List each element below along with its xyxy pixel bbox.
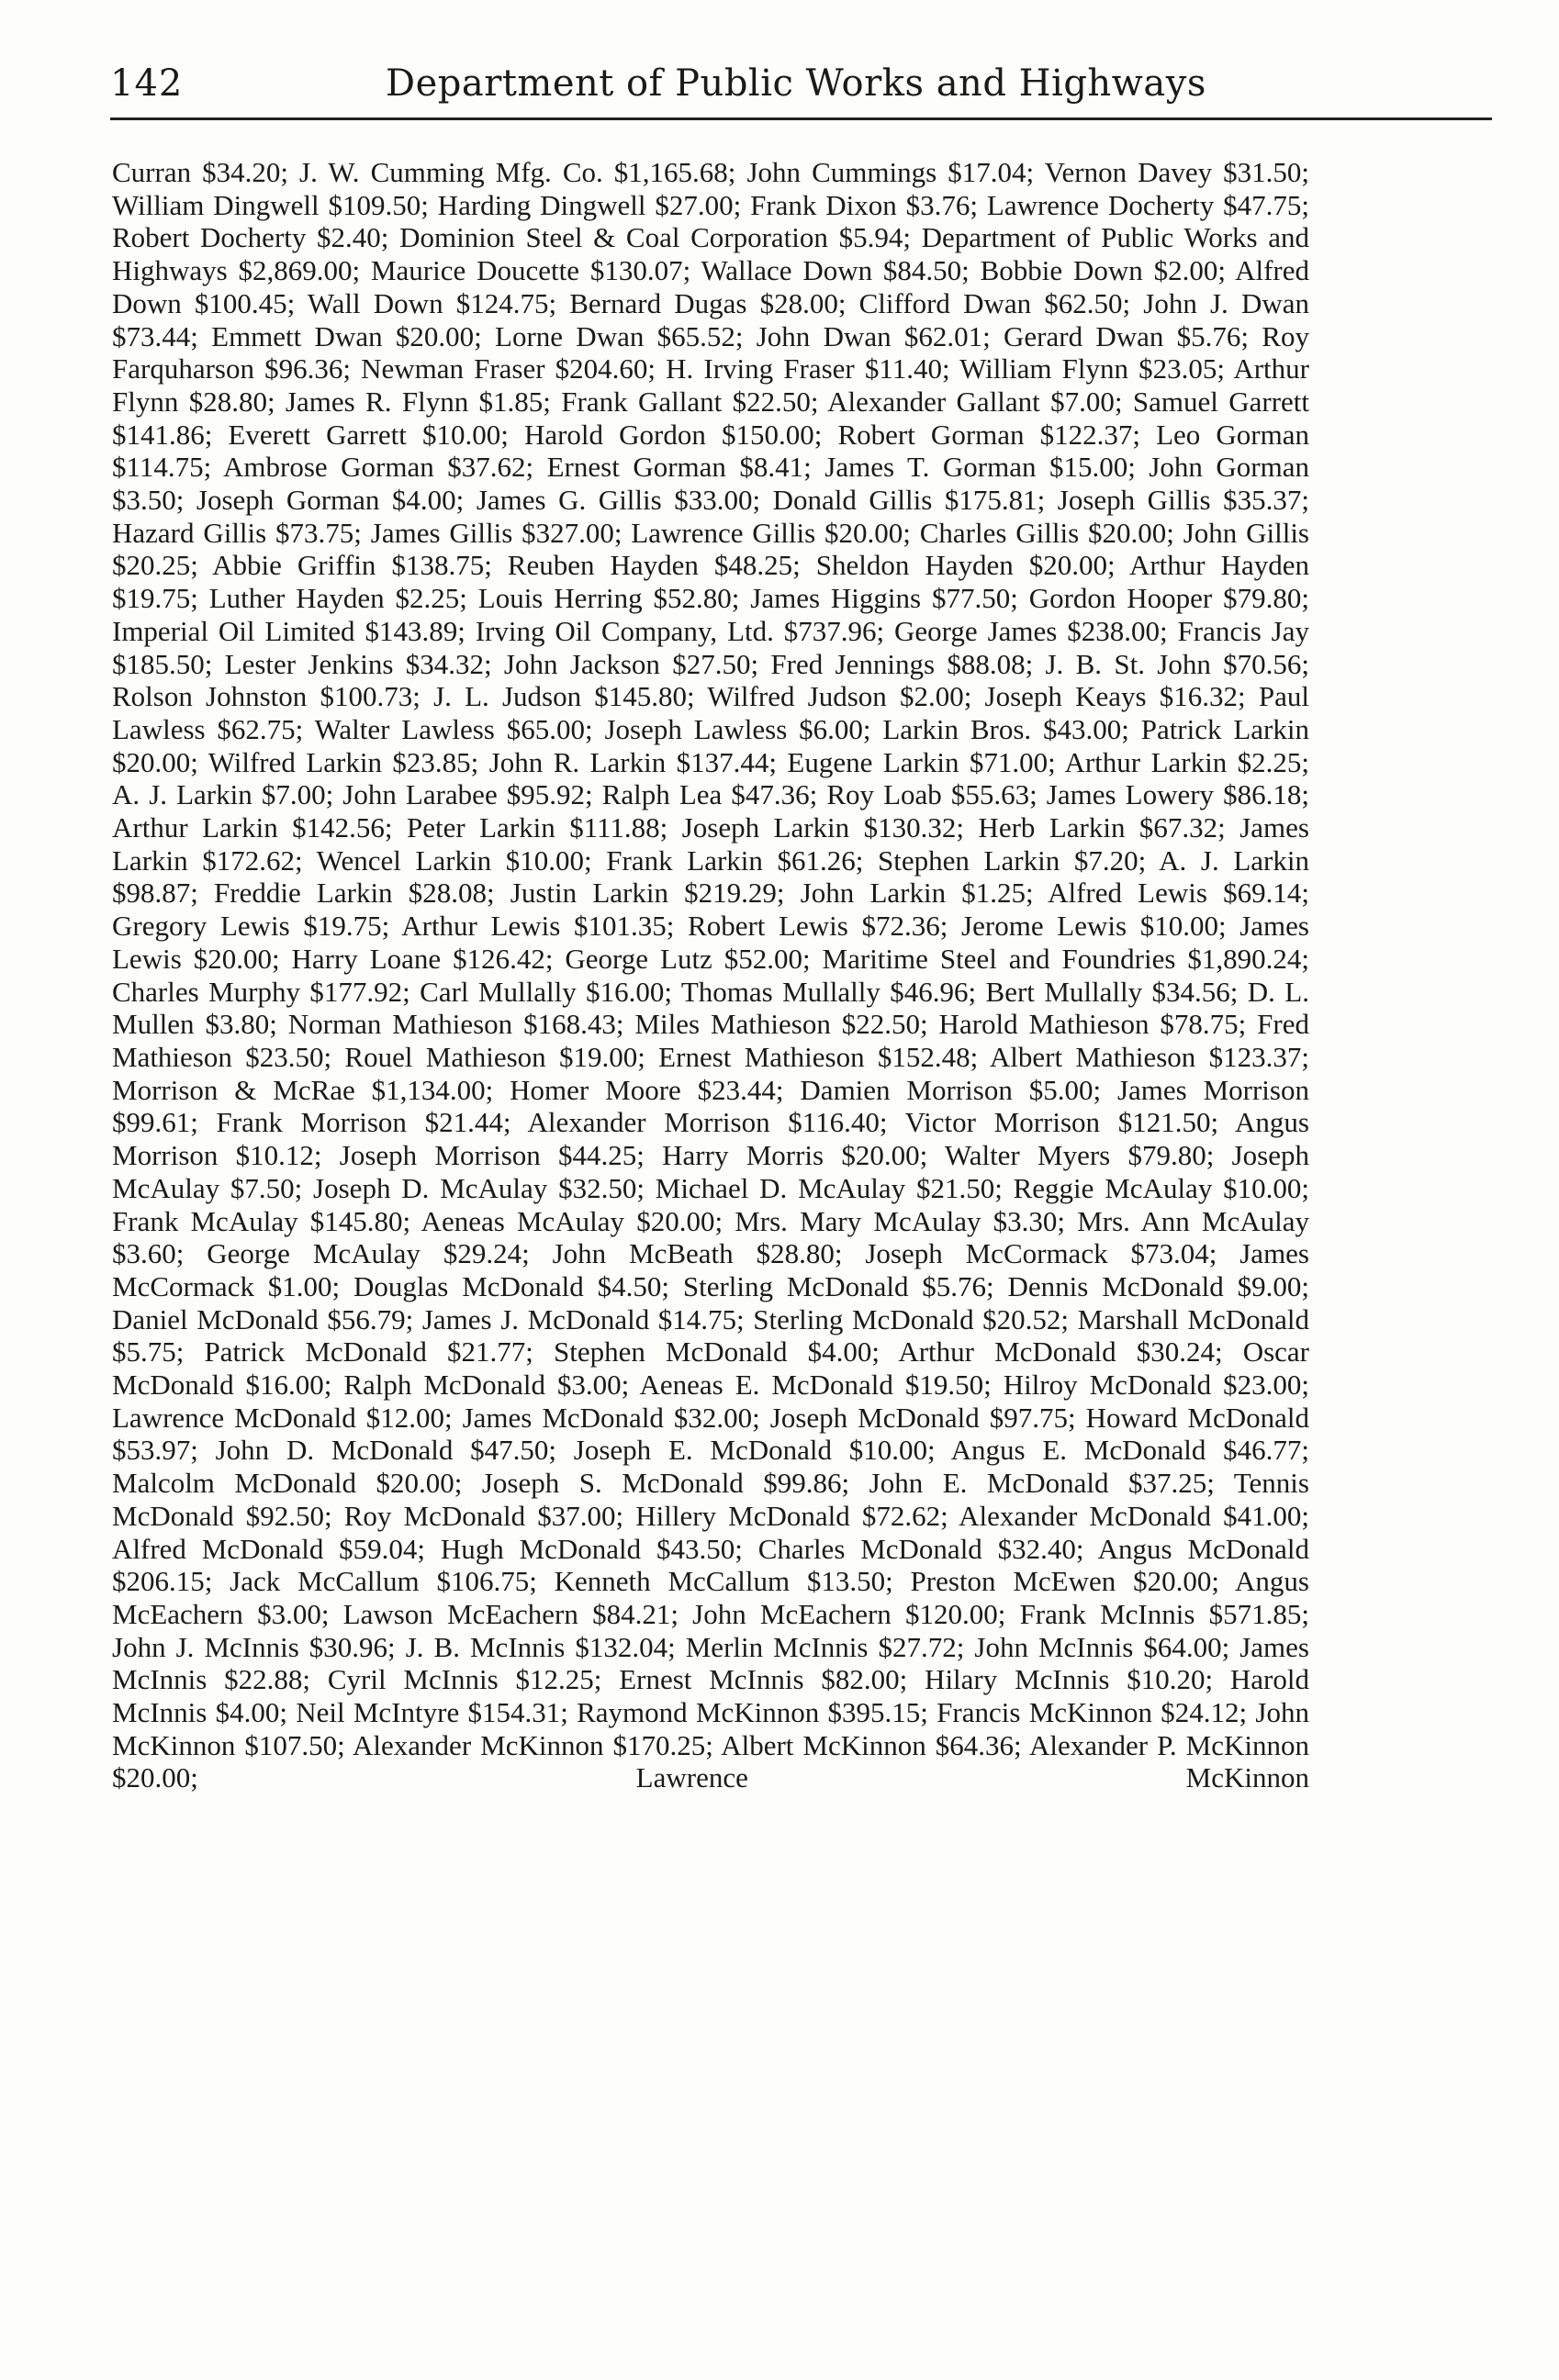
body-paragraph: Curran $34.20; J. W. Cumming Mfg. Co. $1,165.68; John Cummings $17.04; Vernon Davey $31.50; William Dingwell $109.50; Harding Dingwell $27.00; Frank Dixon $3.76; Lawrence Docherty $47.75; Robert Docherty $2.40; Dominion Steel & Coal Corporation $5.94; Department of Public Works and Highways $2,869.00; Maurice Doucette $130.07; Wallace Down $84.50; Bobbie Down $2.00; Alfred Down $100.45; Wall Down $124.75; Bernard Dugas $28.00; Clifford Dwan $62.50; John J. Dwan $73.44; Emmett Dwan $20.00; Lorne Dwan $65.52; John Dwan $62.01; Gerard Dwan $5.76; Roy Farquharson $96.36; Newman Fraser $204.60; H. Irving Fraser $11.40; William Flynn $23.05; Arthur Flynn $28.80; James R. Flynn $1.85; Frank Gallant $22.50; Alexander Gallant $7.00; Samuel Garrett $141.86; Everett Garrett $10.00; Harold Gordon $150.00; Robert Gorman $122.37; Leo Gorman $114.75; Ambrose Gorman $37.62; Ernest Gorman $8.41; James T. Gorman $15.00; John Gorman $3.50; Joseph Gorman $4.00; James G. Gillis $33.00; Donald Gillis $175.81; Joseph Gillis $35.37; Hazard Gillis $73.75; James Gillis $327.00; Lawrence Gillis $20.00; Charles Gillis $20.00; John Gillis $20.25; Abbie Griffin $138.75; Reuben Hayden $48.25; Sheldon Hayden $20.00; Arthur Hayden $19.75; Luther Hayden $2.25; Louis Herring $52.80; James Higgins $77.50; Gordon Hooper $79.80; Imperial Oil Limited $143.89; Irving Oil Company, Ltd. $737.96; George James $238.00; Francis Jay $185.50; Lester Jenkins $34.32; John Jackson $27.50; Fred Jennings $88.08; J. B. St. John $70.56; Rolson Johnston $100.73; J. L. Judson $145.80; Wilfred Judson $2.00; Joseph Keays $16.32; Paul Lawless $62.75; Walter Lawless $65.00; Joseph Lawless $6.00; Larkin Bros. $43.00; Patrick Larkin $20.00; Wilfred Larkin $23.85; John R. Larkin $137.44; Eugene Larkin $71.00; Arthur Larkin $2.25; A. J. Larkin $7.00; John Larabee $95.92; Ralph Lea $47.36; Roy Loab $55.63; James Lowery $86.18; Arthur Larkin $142.56; Peter Larkin $111.88; Joseph Larkin $130.32; Herb Larkin $67.32; James Larkin $172.62; Wencel Larkin $10.00; Frank Larkin $61.26; Stephen Larkin $7.20; A. J. Larkin $98.87; Freddie Larkin $28.08; Justin Larkin $219.29; John Larkin $1.25; Alfred Lewis $69.14; Gregory Lewis $19.75; Arthur Lewis $101.35; Robert Lewis $72.36; Jerome Lewis $10.00; James Lewis $20.00; Harry Loane $126.42; George Lutz $52.00; Maritime Steel and Foundries $1,890.24; Charles Murphy $177.92; Carl Mullally $16.00; Thomas Mullally $46.96; Bert Mullally $34.56; D. L. Mullen $3.80; Norman Mathieson $168.43; Miles Mathieson $22.50; Harold Mathieson $78.75; Fred Mathieson $23.50; Rouel Mathieson $19.00; Ernest Mathieson $152.48; Albert Mathieson $123.37; Morrison & McRae $1,134.00; Homer Moore $23.44; Damien Morrison $5.00; James Morrison $99.61; Frank Morrison $21.44; Alexander Morrison $116.40; Victor Morrison $121.50; Angus Morrison $10.12; Joseph Morrison $44.25; Harry Morris $20.00; Walter Myers $79.80; Joseph McAulay $7.50; Joseph D. McAulay $32.50; Michael D. McAulay $21.50; Reggie McAulay $10.00; Frank McAulay $145.80; Aeneas McAulay $20.00; Mrs. Mary McAulay $3.30; Mrs. Ann McAulay $3.60; George McAulay $29.24; John McBeath $28.80; Joseph McCormack $73.04; James McCormack $1.00; Douglas McDonald $4.50; Sterling McDonald $5.76; Dennis McDonald $9.00; Daniel McDonald $56.79; James J. McDonald $14.75; Sterling McDonald $20.52; Marshall McDonald $5.75; Patrick McDonald $21.77; Stephen McDonald $4.00; Arthur McDonald $30.24; Oscar McDonald $16.00; Ralph McDonald $3.00; Aeneas E. McDonald $19.50; Hilroy McDonald $23.00; Lawrence McDonald $12.00; James McDonald $32.00; Joseph McDonald $97.75; Howard McDonald $53.97; John D. McDonald $47.50; Joseph E. McDonald $10.00; Angus E. McDonald $46.77; Malcolm McDonald $20.00; Joseph S. McDonald $99.86; John E. McDonald $37.25; Tennis McDonald $92.50; Roy McDonald $37.00; Hillery McDonald $72.62; Alexander McDonald $41.00; Alfred McDonald $59.04; Hugh McDonald $43.50; Charles McDonald $32.40; Angus McDonald $206.15; Jack McCallum $106.75; Kenneth McCallum $13.50; Preston McEwen $20.00; Angus McEachern $3.00; Lawson McEachern $84.21; John McEachern $120.00; Frank McInnis $571.85; John J. McInnis $30.96; J. B. McInnis $132.04; Merlin McInnis $27.72; John McInnis $64.00; James McInnis $22.88; Cyril McInnis $12.25; Ernest McInnis $82.00; Hilary McInnis $10.20; Harold McInnis $4.00; Neil McIntyre $154.31; Raymond McKinnon $395.15; Francis McKinnon $24.12; John McKinnon $107.50; Alexander McKinnon $170.25; Albert McKinnon $64.36; Alexander P. McKinnon $20.00; Lawrence McKinnon — [112, 156, 1309, 1794]
page-number: 142 — [110, 62, 184, 105]
header-rule — [110, 117, 1492, 120]
running-title: Department of Public Works and Highways — [386, 62, 1206, 105]
running-head — [110, 55, 1487, 119]
